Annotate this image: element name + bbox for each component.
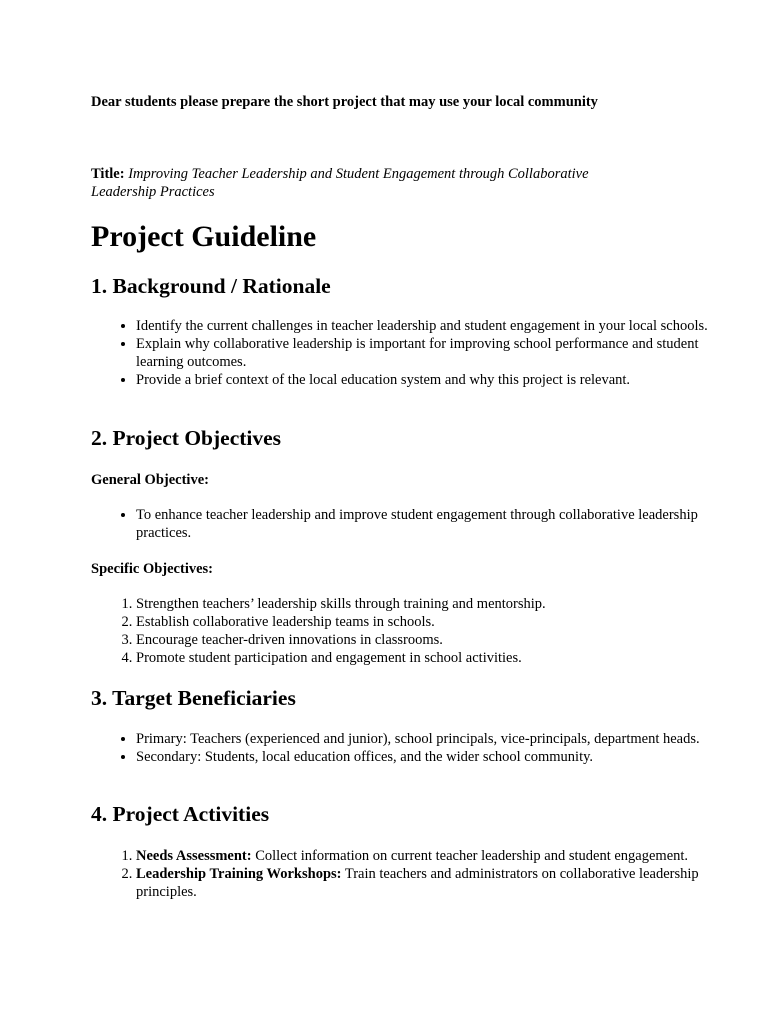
list-item: • To enhance teacher leadership and improve student engagement through collaborative leadership practices. [136, 506, 736, 542]
project-title [91, 165, 651, 201]
beneficiaries-list [91, 730, 736, 766]
list-item: • Explain why collaborative leadership is important for improving school performance and student learning outcomes. [136, 335, 736, 371]
list-item: 4. Promote student participation and engagement in school activities. [136, 649, 736, 667]
activity-label: Needs Assessment: [136, 848, 252, 864]
activity-text: Collect information on current teacher leadership and student engagement. [251, 848, 689, 864]
list-item: • Identify the current challenges in teacher leadership and student engagement in your local schools. [136, 317, 736, 335]
activity-label: Leadership Training Workshops: [136, 866, 342, 882]
list-item [136, 865, 736, 901]
list-item [136, 847, 736, 865]
section-activities-heading: 4. Project Activities [91, 802, 270, 826]
list-item: 2. Establish collaborative leadership teams in schools. [136, 613, 736, 631]
section-beneficiaries-heading: 3. Target Beneficiaries [91, 686, 296, 710]
list-item: 3. Encourage teacher-driven innovations in classrooms. [136, 631, 736, 649]
section-background-heading: 1. Background / Rationale [91, 274, 331, 298]
list-item: • Provide a brief context of the local education system and why this project is relevant. [136, 371, 736, 389]
section-objectives-heading: 2. Project Objectives [91, 426, 282, 450]
background-list [91, 317, 736, 389]
activities-list [91, 847, 736, 901]
title-text: Improving Teacher Leadership and Student Engagement through Collaborative Leadership Practices [91, 166, 589, 200]
specific-objectives-label: Specific Objectives: [91, 561, 214, 577]
general-objective-list [91, 506, 736, 542]
list-item: • Secondary: Students, local education offices, and the wider school community. [136, 748, 736, 766]
intro-text: Dear students please prepare the short project that may use your local community [91, 94, 598, 110]
title-label: Title: [91, 166, 125, 182]
list-item: • Primary: Teachers (experienced and junior), school principals, vice-principals, department heads. [136, 730, 736, 748]
activity-text: Train teachers and administrators on collaborative leadership principles. [136, 866, 699, 900]
general-objective-label: General Objective: [91, 472, 209, 488]
list-item: 1. Strengthen teachers’ leadership skills through training and mentorship. [136, 595, 736, 613]
specific-objectives-list [91, 595, 736, 667]
page-heading: Project Guideline [91, 220, 317, 253]
